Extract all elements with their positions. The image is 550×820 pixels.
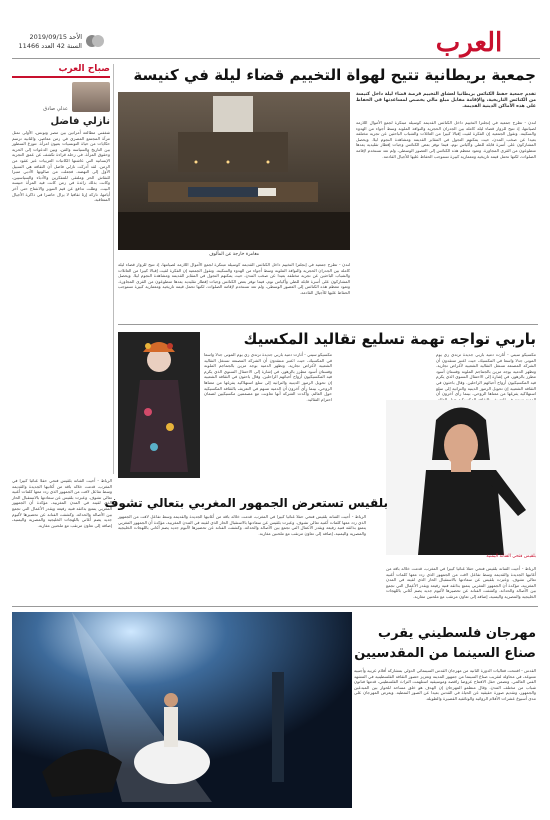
column-headline: نازلي فاضل: [50, 116, 110, 127]
story1-photo-caption: مغامرة خارجة عن المألوف: [208, 252, 260, 257]
story1-divider: [118, 324, 538, 325]
church-interior-illustration: [118, 92, 350, 250]
column-divider: [113, 64, 114, 474]
column-body: شغفني مطالعة أمراتين بين مصر وتونس، الأولى تمثل مرآة المجتمع المصري في زمن معاصر، والثانية ترسم حكايات من حياة التونسيات بعيون امرأة. تتوزع السطور بين التاريخ والسياسة والفن، وبين الدعوات إلى الحرية وحقوق المرأة، في رحلة قراءة تكشف عن عمق التجربة الإنسانية التي عاشتها الكاتبات العربيات عبر عقود من الزمن. لقد أدركت نازلي فاضل أن الثقافة هي السبيل الأول إلى النهضة، فجعلت من صالونها الأدبي منبرا للنقاش الحر وملتقى للمفكرين والأدباء والسياسيين، وكانت بذلك رائدة في زمن كانت فيه المرأة حبيسة البيت. وظلت تدافع عن قيم التنوير والانفتاح حتى آخر أيامها، تاركة إرثا ثقافيا لا يزال حاضرا في ذاكرة الأجيال المتعاقبة.: [12, 130, 110, 203]
barbie-doll-illustration: [118, 332, 200, 478]
newspaper-logo: العرب: [435, 28, 503, 58]
church-camping-photo: [118, 92, 350, 250]
column-section-title: صباح العرب: [12, 64, 110, 78]
balqees-photo: [386, 400, 536, 555]
story1-headline: جمعية بريطانية تتيح لهواة التخييم قضاء ليلة في كنيسة: [133, 66, 536, 84]
story3-divider: [12, 606, 538, 607]
story4-headline-line1: مهرجان فلسطيني يقرب: [378, 626, 536, 641]
masthead-divider: [12, 58, 540, 59]
issue-info: [12, 33, 82, 51]
story2-body-right: مكسيكو سيتي - أثارت دمية باربي جديدة ترتدي زي يوم الموتى جدلا واسعا في المكسيك، حيث اعتبر منتقدون أن الشركة المصنعة تستغل التقاليد الشعبية لأغراض تجارية. وتظهر الدمية بوجه مزين بالجماجم الملونة وفستان أسود مطرز بالزهور، في إشارة إلى الاحتفال السنوي الذي يكرم فيه المكسيكيون أرواح أحبائهم الراحلين. وقال باحثون في الثقافة الشعبية إن تحويل الرموز الدينية والتراثية إلى سلع استهلاكية يفرغها من معناها الروحي، بينما رأى آخرون أن: [436, 352, 536, 397]
author-photo: [72, 82, 110, 112]
barbie-doll-photo: [118, 332, 200, 478]
publisher-emblem-icon: [86, 33, 104, 49]
story3-photo-caption: بلقيس فتحي الفنانة اليمنية: [486, 554, 536, 559]
author-caption: عدلي صادق: [43, 106, 68, 112]
story2-body: مكسيكو سيتي - أثارت دمية باربي جديدة ترتدي زي يوم الموتى جدلا واسعا في المكسيك، حيث اعتبر منتقدون أن الشركة المصنعة تستغل التقاليد الشعبية لأغراض تجارية. وتظهر الدمية بوجه مزين بالجماجم الملونة وفستان أسود مطرز بالزهور، في إشارة إلى الاحتفال السنوي الذي يكرم فيه المكسيكيون أرواح أحبائهم الراحلين. وقال باحثون في الثقافة الشعبية إن تحويل الرموز الدينية والتراثية إلى سلع استهلاكية يفرغها من معناها الروحي، بينما رأى آخرون أن الدمية تسهم في التعريف بالثقافة المكسيكية حول العالم. وأكدت الشركة أنها تعاونت مع مصممين مكسيكيين لضمان احترام التقاليد.: [204, 352, 332, 402]
story3-headline: بلقيس تستعرض الجمهور المغربي بتعالي تشوف: [104, 496, 388, 510]
issue-date: الأحد 2019/09/15: [29, 33, 82, 41]
story3-body: الرباط - أحيت الفنانة بلقيس فتحي حفلا غنائيا كبيرا في المغرب، قدمت خلاله باقة من أغانيها الجديدة والقديمة وسط تفاعل لافت من الجمهور الذي ردد معها كلمات أغنية تعالي تشوف. وعبرت بلقيس عن سعادتها بالاستقبال الحار الذي لقيته في المدن المغربية، مؤكدة أن الجمهور المغربي يتمتع بذائقة فنية رفيعة ويقدر الأعمال التي تجمع بين الأصالة والحداثة. وكشفت الفنانة عن تحضيرها لألبوم جديد يضم أغاني باللهجات الخليجية والمصرية واليمنية، إضافة إلى تعاون مرتقب مع ملحنين مغاربة.: [118, 514, 366, 536]
story1-intro: تقدم جمعية حفظ الكنائس بريطانيا لعشاق التخييم فرصة قضاء ليلة داخل كنيسة من الكنائس التاريخية، والإقامة مقابل مبلغ مالي يخصص لمساعدتها في الحفاظ على هذه الأماكن الدينية القديمة.: [356, 92, 536, 109]
issue-number: السنة 42 العدد 11466: [18, 42, 82, 50]
story2-headline: باربي تواجه تهمة تسليع تقاليد المكسيك: [243, 330, 536, 348]
festival-stage-photo: [12, 612, 352, 808]
story4-body: القدس - افتتحت فعاليات الدورة الثانية من مهرجان القدس السينمائي الدولي بمشاركة أفلام عربية وأجنبية متنوعة، في محاولة لتقريب صناع السينما من جمهور المدينة وتعزيز حضور الثقافة الفلسطينية في المشهد الفني العالمي. وتضمن حفل الافتتاح عروضا راقصة وموسيقية استلهمت التراث الفلسطيني، قدمها فنانون شباب من مختلف المدن. وقال منظمو المهرجان إن الهدف هو خلق مساحة للحوار بين المبدعين والجمهور، وتقديم صورة حقيقية عن الحياة في القدس بعيدا عن الصور النمطية. ويعرض المهرجان على مدى أسبوع عشرات الأفلام الروائية والوثائقية القصيرة والطويلة.: [354, 668, 536, 701]
story3-body-left: الرباط - أحيت الفنانة بلقيس فتحي حفلا غنائيا كبيرا في المغرب، قدمت خلاله باقة من أغانيها الجديدة والقديمة وسط تفاعل لافت من الجمهور الذي ردد معها كلمات أغنية تعالي تشوف. وعبرت بلقيس عن سعادتها بالاستقبال الحار الذي لقيته في المدن المغربية، مؤكدة أن الجمهور المغربي يتمتع بذائقة فنية رفيعة ويقدر الأعمال التي تجمع بين الأصالة والحداثة. وكشفت الفنانة عن تحضيرها لألبوم جديد يضم أغاني باللهجات الخليجية والمصرية واليمنية، إضافة إلى تعاون مرتقب مع ملحنين مغاربة.: [12, 478, 112, 528]
story4-headline-line2: صناع السينما من المقدسيين: [354, 646, 536, 661]
story1-body-continued: لندن - تطرح جمعية في إنجلترا التخييم داخل الكنائس القديمة كوسيلة مبتكرة لجمع الأموال اللازمة لصيانتها، إذ تتيح للزوار قضاء ليلة كاملة بين الجدران الحجرية والنوافذ الملونة وسط أجواء من الهدوء والسكينة. وتقول الجمعية إن الفكرة لقيت إقبالا كبيرا من العائلات والشباب الباحثين عن تجربة مختلفة بعيدا عن صخب المدن، حيث يمكنهم التجول في المقابر القديمة ومشاهدة النجوم ليلا. ويحصل المشاركون على أسرة قابلة للطي وأكياس نوم، فيما توفر بعض الكنائس وجبات إفطار تقليدية يعدها متطوعون من القرى المجاورة. وتعود معظم هذه الكنائس إلى العصور الوسطى، ولم تعد تستخدم لإقامة الصلوات، لكنها تحمل قيمة تاريخية ومعمارية كبيرة تستوجب الحفاظ عليها للأجيال القادمة.: [118, 262, 350, 295]
stage-dancers-illustration: [12, 612, 352, 808]
balqees-illustration: [386, 400, 536, 555]
story3-body-right: الرباط - أحيت الفنانة بلقيس فتحي حفلا غنائيا كبيرا في المغرب، قدمت خلاله باقة من أغانيها الجديدة والقديمة وسط تفاعل لافت من الجمهور الذي ردد معها كلمات أغنية تعالي تشوف. وعبرت بلقيس عن سعادتها بالاستقبال الحار الذي لقيته في المدن المغربية، مؤكدة أن الجمهور المغربي يتمتع بذائقة فنية رفيعة ويقدر الأعمال التي تجمع بين الأصالة والحداثة. وكشفت الفنانة عن تحضيرها لألبوم جديد يضم أغاني باللهجات الخليجية والمصرية واليمنية، إضافة إلى تعاون مرتقب مع ملحنين مغاربة.: [386, 566, 536, 599]
opinion-column: [12, 64, 110, 474]
story1-body: لندن - تطرح جمعية في إنجلترا التخييم داخل الكنائس القديمة كوسيلة مبتكرة لجمع الأموال اللازمة لصيانتها، إذ تتيح للزوار قضاء ليلة كاملة بين الجدران الحجرية والنوافذ الملونة وسط أجواء من الهدوء والسكينة. وتقول الجمعية إن الفكرة لقيت إقبالا كبيرا من العائلات والشباب الباحثين عن تجربة مختلفة بعيدا عن صخب المدن، حيث يمكنهم التجول في المقابر القديمة ومشاهدة النجوم ليلا. ويحصل المشاركون على أسرة قابلة للطي وأكياس نوم، فيما توفر بعض الكنائس وجبات إفطار تقليدية يعدها متطوعون من القرى المجاورة. وتعود معظم هذه الكنائس إلى العصور الوسطى، ولم تعد تستخدم لإقامة الصلوات، لكنها تحمل قيمة تاريخية ومعمارية كبيرة تستوجب الحفاظ عليها للأجيال القادمة.: [356, 120, 536, 159]
